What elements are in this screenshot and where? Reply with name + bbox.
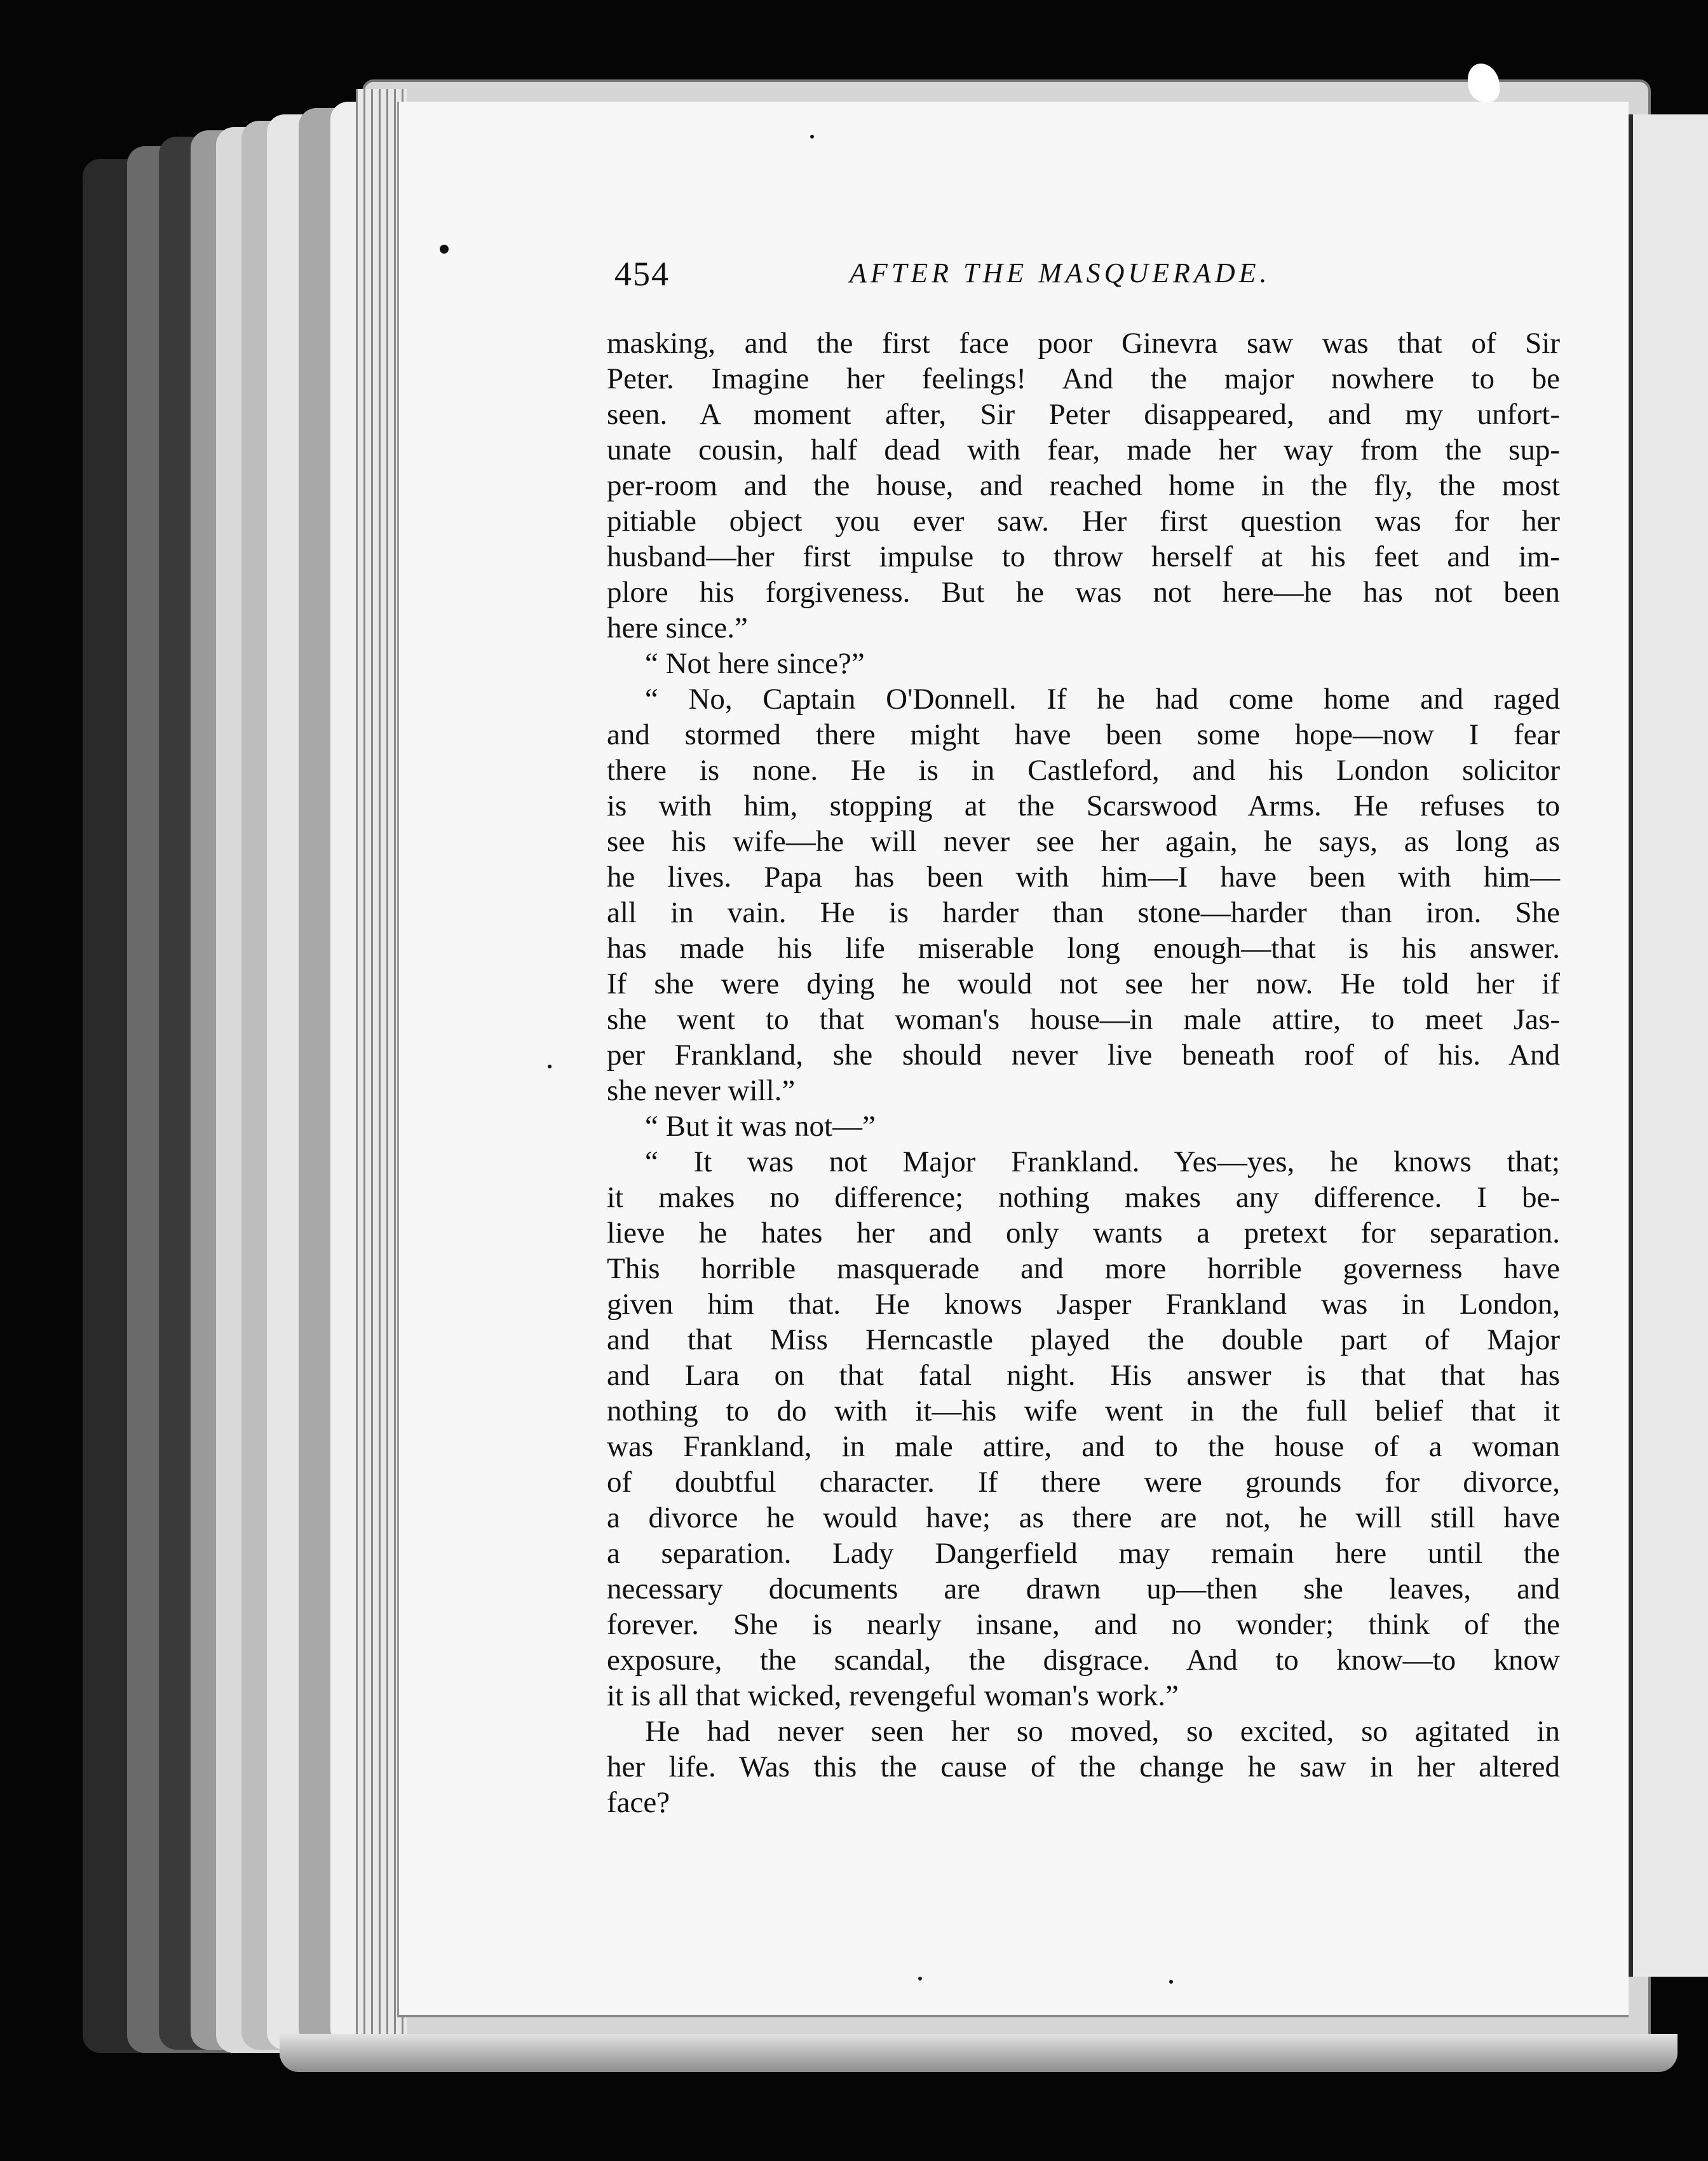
text-line: and stormed there might have been some hope—now I fear: [607, 718, 1560, 751]
text-line: lieve he hates her and only wants a pretext for separation.: [607, 1217, 1560, 1250]
text-line: per Frankland, she should never live beneath roof of his. And: [607, 1039, 1560, 1072]
book-bottom-edge: [280, 2034, 1678, 2072]
text-line: it makes no difference; nothing makes any difference. I be-: [607, 1181, 1560, 1214]
text-line: all in vain. He is harder than stone—harder than iron. She: [607, 896, 1560, 929]
text-line: here since.”: [607, 611, 748, 644]
text-line: of doubtful character. If there were grounds for divorce,: [607, 1466, 1560, 1499]
text-line: “ But it was not—”: [645, 1110, 876, 1143]
text-line: and Lara on that fatal night. His answer is that that has: [607, 1359, 1560, 1392]
text-line: “ Not here since?”: [645, 647, 865, 680]
text-line: a divorce he would have; as there are not, he will still have: [607, 1501, 1560, 1534]
text-line: see his wife—he will never see her again, he says, as long as: [607, 825, 1560, 858]
text-line: it is all that wicked, revengeful woman's work.”: [607, 1679, 1179, 1712]
text-line: per-room and the house, and reached home in the fly, the most: [607, 469, 1560, 502]
text-line: face?: [607, 1786, 670, 1819]
text-line: seen. A moment after, Sir Peter disappeared, and my unfort-: [607, 398, 1560, 431]
text-line: If she were dying he would not see her now. He told her if: [607, 967, 1560, 1000]
text-line: forever. She is nearly insane, and no wonder; think of the: [607, 1608, 1560, 1641]
ink-speck: [440, 245, 449, 254]
ink-speck: [548, 1065, 552, 1068]
running-head: AFTER THE MASQUERADE.: [850, 257, 1271, 289]
text-line: “ No, Captain O'Donnell. If he had come home and raged: [645, 683, 1560, 716]
text-line: He had never seen her so moved, so excited, so agitated in: [645, 1715, 1560, 1748]
text-line: “ It was not Major Frankland. Yes—yes, he knows that;: [645, 1145, 1560, 1178]
text-line: Peter. Imagine her feelings! And the major nowhere to be: [607, 362, 1560, 395]
ink-speck: [810, 135, 814, 139]
ink-speck: [918, 1977, 922, 1980]
text-line: exposure, the scandal, the disgrace. And to know—to know: [607, 1644, 1560, 1677]
page-header: [614, 254, 1326, 305]
text-line: masking, and the first face poor Ginevra saw was that of Sir: [607, 327, 1560, 360]
text-line: she went to that woman's house—in male attire, to meet Jas-: [607, 1003, 1560, 1036]
text-line: she never will.”: [607, 1074, 796, 1107]
text-line: plore his forgiveness. But he was not here—he has not been: [607, 576, 1560, 609]
page-number: 454: [614, 255, 670, 293]
body-text: [607, 325, 1560, 1820]
text-line: is with him, stopping at the Scarswood Arms. He refuses to: [607, 789, 1560, 822]
text-line: husband—her first impulse to throw herself at his feet and im-: [607, 540, 1560, 573]
text-line: has made his life miserable long enough—that is his answer.: [607, 932, 1560, 965]
text-line: necessary documents are drawn up—then she leaves, and: [607, 1572, 1560, 1605]
paper-tab-mark: [1468, 64, 1500, 102]
ink-speck: [1169, 1980, 1173, 1984]
text-line: pitiable object you ever saw. Her first question was for her: [607, 505, 1560, 538]
text-line: unate cousin, half dead with fear, made her way from the sup-: [607, 433, 1560, 467]
text-line: This horrible masquerade and more horrible governess have: [607, 1252, 1560, 1285]
text-line: her life. Was this the cause of the change he saw in her altered: [607, 1750, 1560, 1783]
text-line: there is none. He is in Castleford, and his London solicitor: [607, 754, 1560, 787]
text-line: and that Miss Herncastle played the double part of Major: [607, 1323, 1560, 1356]
text-line: nothing to do with it—his wife went in the full belief that it: [607, 1394, 1560, 1428]
text-line: given him that. He knows Jasper Frankland was in London,: [607, 1288, 1560, 1321]
text-line: he lives. Papa has been with him—I have been with him—: [607, 861, 1560, 894]
text-line: a separation. Lady Dangerfield may remain here until the: [607, 1537, 1560, 1570]
facing-page-edge: [1627, 114, 1708, 1977]
text-line: was Frankland, in male attire, and to the house of a woman: [607, 1430, 1560, 1463]
